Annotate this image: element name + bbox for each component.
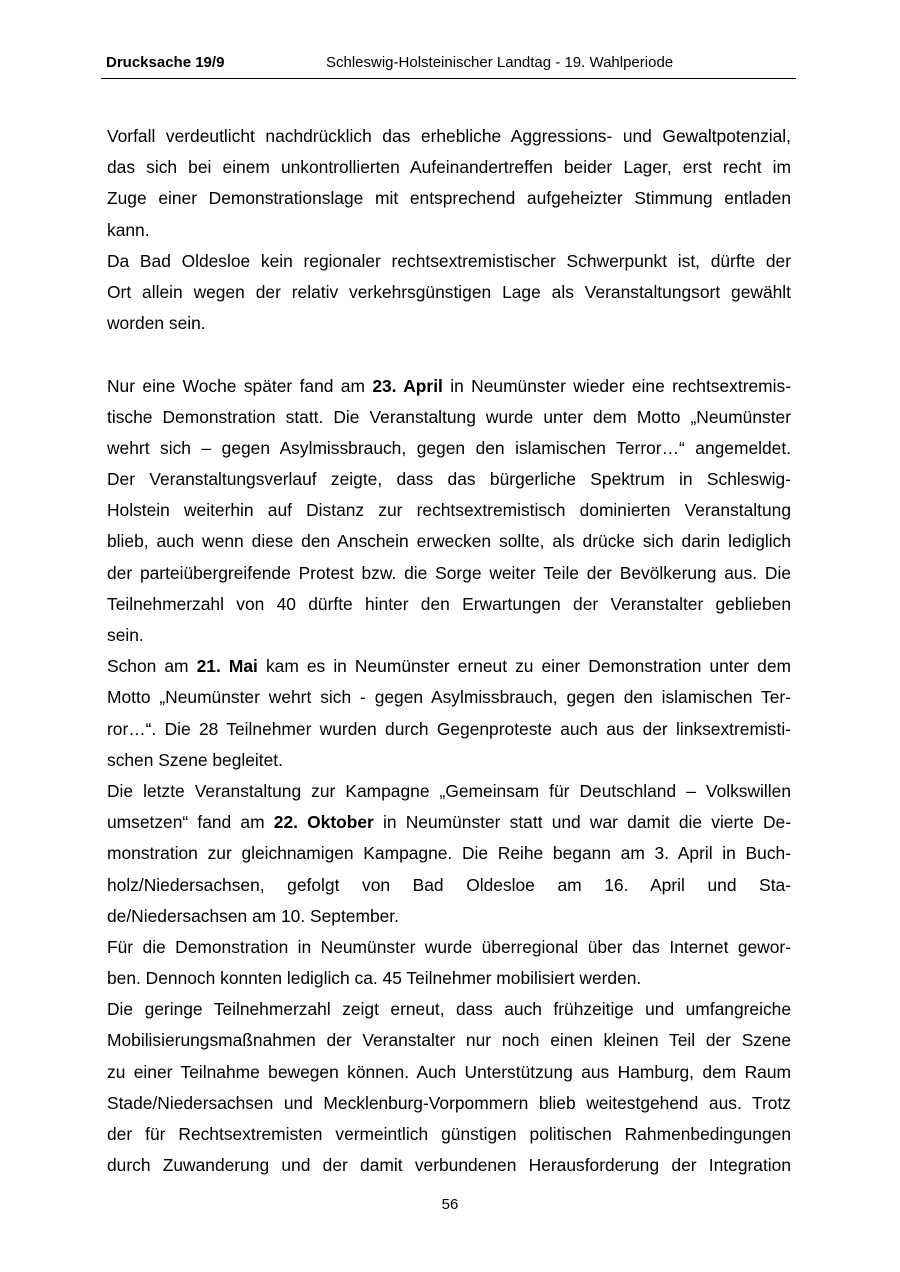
paragraph-gap: [107, 339, 791, 370]
page-header: [101, 52, 796, 79]
text-line: blieb, auch wenn diese den Anschein erwecken sollte, als drücke sich darin lediglich: [107, 531, 791, 552]
text-line: Mobilisierungsmaßnahmen der Veranstalter nur noch einen kleinen Teil der Szene: [107, 1030, 791, 1051]
text-segment: kam es in Neumünster erneut zu einer Demonstration unter dem: [257, 656, 792, 677]
text-segment: in Neumünster wieder eine rechtsextremis-: [442, 375, 791, 396]
text-line: Die geringe Teilnehmerzahl zeigt erneut, dass auch frühzeitige und umfangreiche: [107, 999, 791, 1020]
text-line: durch Zuwanderung und der damit verbundenen Herausforderung der Integration: [107, 1155, 791, 1176]
text-line: Der Veranstaltungsverlauf zeigte, dass das bürgerliche Spektrum in Schleswig-: [107, 469, 791, 490]
text-line: wehrt sich – gegen Asylmissbrauch, gegen den islamischen Terror…“ angemeldet.: [107, 437, 791, 458]
text-line: Holstein weiterhin auf Distanz zur rechtsextremistisch dominierten Veranstaltung: [107, 500, 791, 521]
text-line: kann.: [107, 219, 150, 240]
text-line: der parteiübergreifende Protest bzw. die Sorge weiter Teile der Bevölkerung aus. Die: [107, 562, 791, 583]
text-line: [107, 371, 791, 402]
text-segment: umsetzen“ fand am: [107, 812, 274, 833]
text-line: ben. Dennoch konnten lediglich ca. 45 Teilnehmer mobilisiert werden.: [107, 968, 642, 989]
body-text: [107, 121, 791, 1181]
text-line: Teilnehmerzahl von 40 dürfte hinter den Erwartungen der Veranstalter geblieben: [107, 593, 791, 614]
text-line: der für Rechtsextremisten vermeintlich günstigen politischen Rahmenbedingungen: [107, 1124, 791, 1144]
text-line: Für die Demonstration in Neumünster wurde überregional über das Internet gewor-: [107, 936, 791, 957]
text-line: Zuge einer Demonstrationslage mit entsprechend aufgeheizter Stimmung entladen: [107, 188, 791, 209]
text-line: schen Szene begleitet.: [107, 749, 283, 770]
text-line: tische Demonstration statt. Die Veranstaltung wurde unter dem Motto „Neumünster: [107, 406, 791, 427]
document-number: Drucksache 19/9: [106, 54, 225, 71]
text-line: de/Niedersachsen am 10. September.: [107, 905, 399, 926]
text-segment: Schon am: [107, 656, 197, 677]
date-highlight: 21. Mai: [196, 656, 258, 677]
text-line: [107, 651, 791, 682]
text-line: holz/Niedersachsen, gefolgt von Bad Oldesloe am 16. April und Sta-: [107, 874, 791, 895]
text-segment: Nur eine Woche später fand am: [107, 375, 373, 396]
text-line: worden sein.: [107, 313, 206, 334]
text-segment: in Neumünster statt und war damit die vierte De-: [373, 812, 791, 833]
text-line: Stade/Niedersachsen und Mecklenburg-Vorpommern blieb weitestgehend aus. Trotz: [107, 1092, 791, 1113]
text-line: Die letzte Veranstaltung zur Kampagne „Gemeinsam für Deutschland – Volkswillen: [107, 780, 791, 801]
parliament-title: Schleswig-Holsteinischer Landtag - 19. Wahlperiode: [326, 54, 674, 71]
text-line: Ort allein wegen der relativ verkehrsgünstigen Lage als Veranstaltungsort gewählt: [107, 281, 791, 302]
text-line: Vorfall verdeutlicht nachdrücklich das erhebliche Aggressions- und Gewaltpotenzial,: [107, 126, 791, 146]
text-line: Da Bad Oldesloe kein regionaler rechtsextremistischer Schwerpunkt ist, dürfte der: [107, 250, 791, 271]
text-line: sein.: [107, 625, 144, 645]
date-highlight: 23. April: [372, 375, 443, 396]
text-line: ror…“. Die 28 Teilnehmer wurden durch Gegenproteste auch aus der linksextremisti-: [107, 718, 791, 739]
text-line: Motto „Neumünster wehrt sich - gegen Asylmissbrauch, gegen den islamischen Ter-: [107, 687, 791, 708]
text-line: [107, 807, 791, 838]
text-line: monstration zur gleichnamigen Kampagne. Die Reihe begann am 3. April in Buch-: [107, 843, 791, 864]
date-highlight: 22. Oktober: [273, 812, 374, 833]
text-line: zu einer Teilnahme bewegen können. Auch Unterstützung aus Hamburg, dem Raum: [107, 1061, 791, 1082]
text-line: das sich bei einem unkontrollierten Aufeinandertreffen beider Lager, erst recht im: [107, 157, 791, 178]
page-number: 56: [441, 1196, 459, 1213]
